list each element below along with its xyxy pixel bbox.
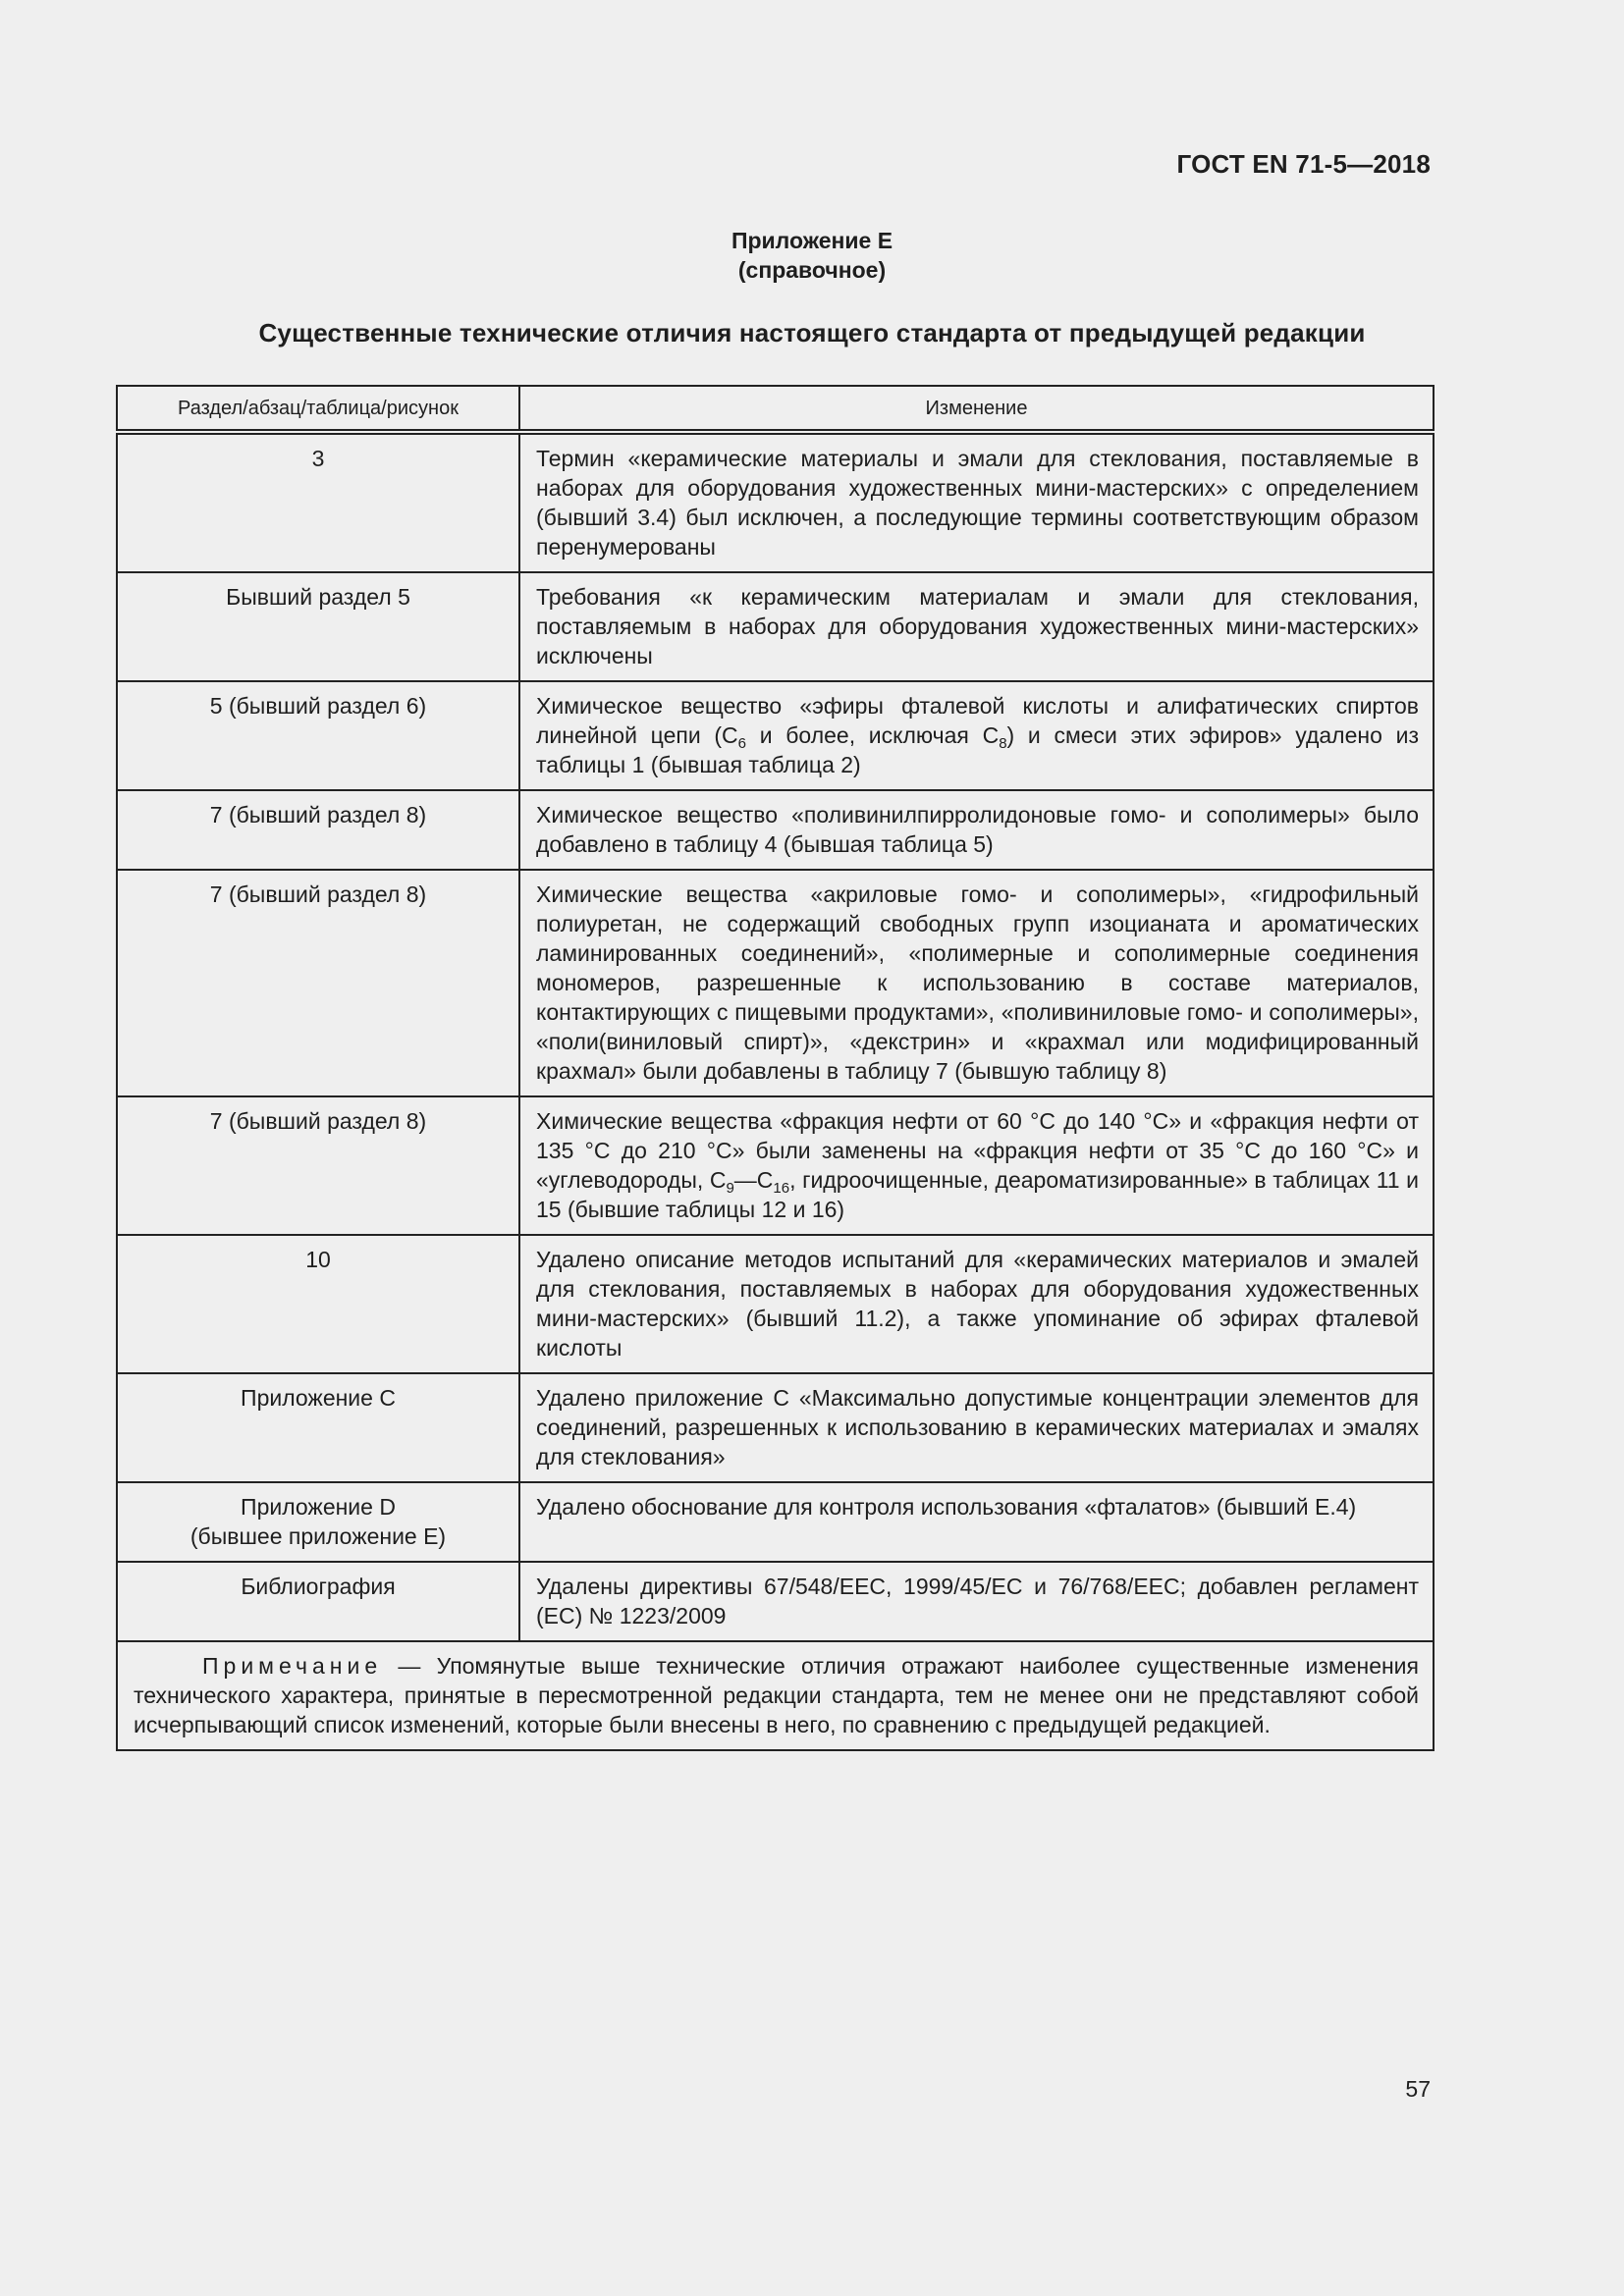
- section-cell: 7 (бывший раздел 8): [117, 1096, 519, 1235]
- subscript: 8: [999, 735, 1007, 752]
- differences-table-container: [116, 385, 1433, 1751]
- change-cell: Требования «к керамическим материалам и эмали для стеклования, поставляемым в наборах для оборудования художественных мини-мастерских» исключены: [519, 572, 1434, 681]
- change-cell: Химическое вещество «поливинилпирролидоновые гомо- и сополимеры» было добавлено в таблицу 4 (бывшая таблица 5): [519, 790, 1434, 870]
- change-text: Химические вещества «фракция нефти от 60 °С до 140 °С» и «фракция нефти от 135 °С до 210 °С» были заменены на «фракция нефти от 35 °С до 160 °С» и «углеводороды, C: [536, 1108, 1419, 1193]
- change-cell: Удалено описание методов испытаний для «керамических материалов и эмалей для стеклования, поставляемых в наборах для оборудования художественных мини-мастерских» (бывший 11.2), а также упоминание об эфирах фталевой кислоты: [519, 1235, 1434, 1373]
- document-title: Существенные технические отличия настоящего стандарта от предыдущей редакции: [258, 318, 1366, 347]
- change-cell: Химические вещества «акриловые гомо- и сополимеры», «гидрофильный полиуретан, не содержащий свободных групп изоцианата и ароматических ламинированных соединений», «полимерные и сополимерные соединения мономеров, разрешенные к использованию в составе материалов, контактирующих с пищевыми продуктами», «поливиниловые гомо- и сополимеры», «поли(виниловый спирт)», «декстрин» и «крахмал или модифицированный крахмал» были добавлены в таблицу 7 (бывшую таблицу 8): [519, 870, 1434, 1096]
- section-cell: 7 (бывший раздел 8): [117, 870, 519, 1096]
- column-header-change: Изменение: [519, 386, 1434, 432]
- note-label: Примечание: [202, 1653, 383, 1679]
- table-header-row: [117, 386, 1434, 432]
- section-cell: Библиография: [117, 1562, 519, 1641]
- table-row: [117, 1482, 1434, 1562]
- change-cell: Удалено обоснование для контроля использования «фталатов» (бывший Е.4): [519, 1482, 1434, 1562]
- change-text: , гидроочищенные, деароматизированные» в таблицах 11 и 15 (бывшие таблицы 12 и 16): [536, 1167, 1420, 1222]
- table-row: [117, 681, 1434, 790]
- change-text: и более, исключая C: [745, 722, 1000, 748]
- subscript: 9: [726, 1180, 734, 1197]
- document-code: ГОСТ EN 71-5—2018: [1176, 149, 1431, 179]
- section-cell: 7 (бывший раздел 8): [117, 790, 519, 870]
- change-cell: [519, 1096, 1434, 1235]
- table-note: [117, 1641, 1434, 1750]
- change-cell: Удалены директивы 67/548/ЕЕС, 1999/45/ЕС и 76/768/ЕЕС; добавлен регламент (ЕС) № 1223/2009: [519, 1562, 1434, 1641]
- note-text: — Упомянутые выше технические отличия отражают наиболее существенные изменения технического характера, принятые в пересмотренной редакции стандарта, тем не менее они не представляют собой исчерпывающий список изменений, которые были внесены в него, по сравнению с предыдущей редакцией.: [134, 1653, 1419, 1737]
- table-row: [117, 790, 1434, 870]
- page-number: 57: [1405, 2076, 1431, 2102]
- table-row: [117, 870, 1434, 1096]
- annex-heading: [0, 226, 1624, 285]
- section-cell: Бывший раздел 5: [117, 572, 519, 681]
- section-cell: 3: [117, 432, 519, 572]
- differences-table: [116, 385, 1435, 1751]
- section-line: (бывшее приложение Е): [189, 1523, 447, 1549]
- table-note-row: [117, 1641, 1434, 1750]
- section-cell: Приложение С: [117, 1373, 519, 1482]
- annex-type: (справочное): [737, 257, 887, 283]
- change-text: Химическое вещество «эфиры фталевой кислоты и алифатических спиртов линейной цепи (C: [536, 693, 1419, 748]
- column-header-section: Раздел/абзац/таблица/рисунок: [117, 386, 519, 432]
- table-row: [117, 1235, 1434, 1373]
- change-text: ) и смеси этих эфиров» удалено из таблицы 1 (бывшая таблица 2): [536, 722, 1419, 777]
- table-row: [117, 432, 1434, 572]
- change-cell: [519, 681, 1434, 790]
- change-text: —C: [733, 1167, 774, 1193]
- subscript: 6: [737, 735, 746, 752]
- annex-title: Приложение Е: [731, 228, 893, 253]
- section-cell: [117, 1482, 519, 1562]
- section-cell: 5 (бывший раздел 6): [117, 681, 519, 790]
- change-cell: Удалено приложение С «Максимально допустимые концентрации элементов для соединений, разрешенных к использованию в керамических материалах и эмалях для стеклования»: [519, 1373, 1434, 1482]
- section-line: Приложение D: [241, 1494, 396, 1520]
- table-row: [117, 572, 1434, 681]
- subscript: 16: [773, 1180, 790, 1197]
- section-cell: 10: [117, 1235, 519, 1373]
- table-row: [117, 1096, 1434, 1235]
- change-cell: Термин «керамические материалы и эмали для стеклования, поставляемые в наборах для оборудования художественных мини-мастерских» с определением (бывший 3.4) был исключен, а последующие термины соответствующим образом перенумерованы: [519, 432, 1434, 572]
- table-row: [117, 1562, 1434, 1641]
- table-row: [117, 1373, 1434, 1482]
